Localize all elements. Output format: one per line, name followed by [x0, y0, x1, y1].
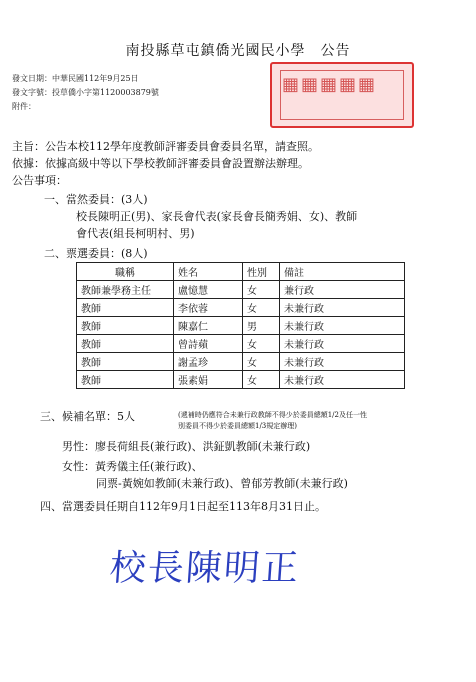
cell-remarks: 未兼行政 [280, 335, 405, 353]
cell-title: 教師 [77, 371, 174, 389]
cell-remarks: 未兼行政 [280, 353, 405, 371]
cell-title: 教師 [77, 335, 174, 353]
cell-gender: 女 [243, 353, 280, 371]
column-header-name: 姓名 [174, 263, 243, 281]
cell-title: 教師 [77, 317, 174, 335]
ex-officio-members-line1: 校長陳明正(男)、家長會代表(家長會長簡秀娟、女)、教師 [76, 210, 358, 223]
cell-name: 曾詩蘋 [174, 335, 243, 353]
cell-title: 教師兼學務主任 [77, 281, 174, 299]
table-row [77, 299, 405, 317]
page-title: 南投縣草屯鎮僑光國民小學 公告 [125, 43, 351, 59]
cell-name: 李依蓉 [174, 299, 243, 317]
attachment-label: 附件： [12, 102, 36, 111]
official-seal-stamp [270, 62, 414, 128]
table-row [77, 317, 405, 335]
cell-title: 教師 [77, 353, 174, 371]
female-alternates-line2: 同票-黃婉如教師(未兼行政)、曾郁芳教師(未兼行政) [96, 477, 348, 490]
cell-remarks: 兼行政 [280, 281, 405, 299]
cell-gender: 女 [243, 335, 280, 353]
cell-name: 謝孟珍 [174, 353, 243, 371]
column-header-gender: 性別 [243, 263, 280, 281]
issue-date: 發文日期：中華民國112年9月25日 [12, 74, 139, 83]
cell-gender: 女 [243, 281, 280, 299]
table-row [77, 335, 405, 353]
table-row [77, 371, 405, 389]
principal-signature-stamp: 校長陳明正 [108, 548, 302, 589]
term-line: 四、當選委員任期自112年9月1日起至113年8月31日止。 [40, 500, 326, 513]
cell-name: 陳嘉仁 [174, 317, 243, 335]
seal-glyphs: ▦▦▦▦▦ [282, 74, 378, 95]
items-heading: 公告事項： [12, 174, 67, 187]
table-row [77, 281, 405, 299]
alternates-count: 5人 [117, 410, 135, 423]
table-row [77, 353, 405, 371]
male-alternates: 男性：廖長荷組長(兼行政)、洪鉦凱教師(未兼行政) [62, 440, 311, 453]
female-alternates-line1: 女性：黃秀儀主任(兼行政)、 [62, 460, 203, 473]
cell-remarks: 未兼行政 [280, 299, 405, 317]
column-header-title: 職稱 [77, 263, 174, 281]
subject-line: 主旨：公告本校112學年度教師評審委員會委員名單，請查照。 [12, 140, 319, 153]
document-number: 發文字號：投草僑小字第1120003879號 [12, 88, 159, 97]
column-header-remarks: 備註 [280, 263, 405, 281]
alternates-heading-label: 三、候補名單： [40, 410, 117, 423]
cell-title: 教師 [77, 299, 174, 317]
cell-gender: 女 [243, 299, 280, 317]
ex-officio-members-line2: 會代表(組長柯明村、男) [76, 227, 195, 240]
cell-name: 盧憶慧 [174, 281, 243, 299]
basis-line: 依據：依據高級中等以下學校教師評審委員會設置辦法辦理。 [12, 157, 309, 170]
ex-officio-heading: 一、當然委員：(3人) [44, 193, 148, 206]
alternates-note-line2: 別委員不得少於委員總額1/3規定辦理) [178, 422, 297, 430]
cell-remarks: 未兼行政 [280, 371, 405, 389]
alternates-note-line1: (遞補時仍應符合未兼行政教師不得少於委員總額1/2及任一性 [178, 411, 367, 419]
cell-gender: 男 [243, 317, 280, 335]
cell-name: 張素娟 [174, 371, 243, 389]
elected-heading: 二、票選委員：(8人) [44, 247, 148, 260]
cell-remarks: 未兼行政 [280, 317, 405, 335]
elected-members-table [76, 262, 405, 389]
table-header-row [77, 263, 405, 281]
alternates-heading [40, 408, 135, 424]
cell-gender: 女 [243, 371, 280, 389]
